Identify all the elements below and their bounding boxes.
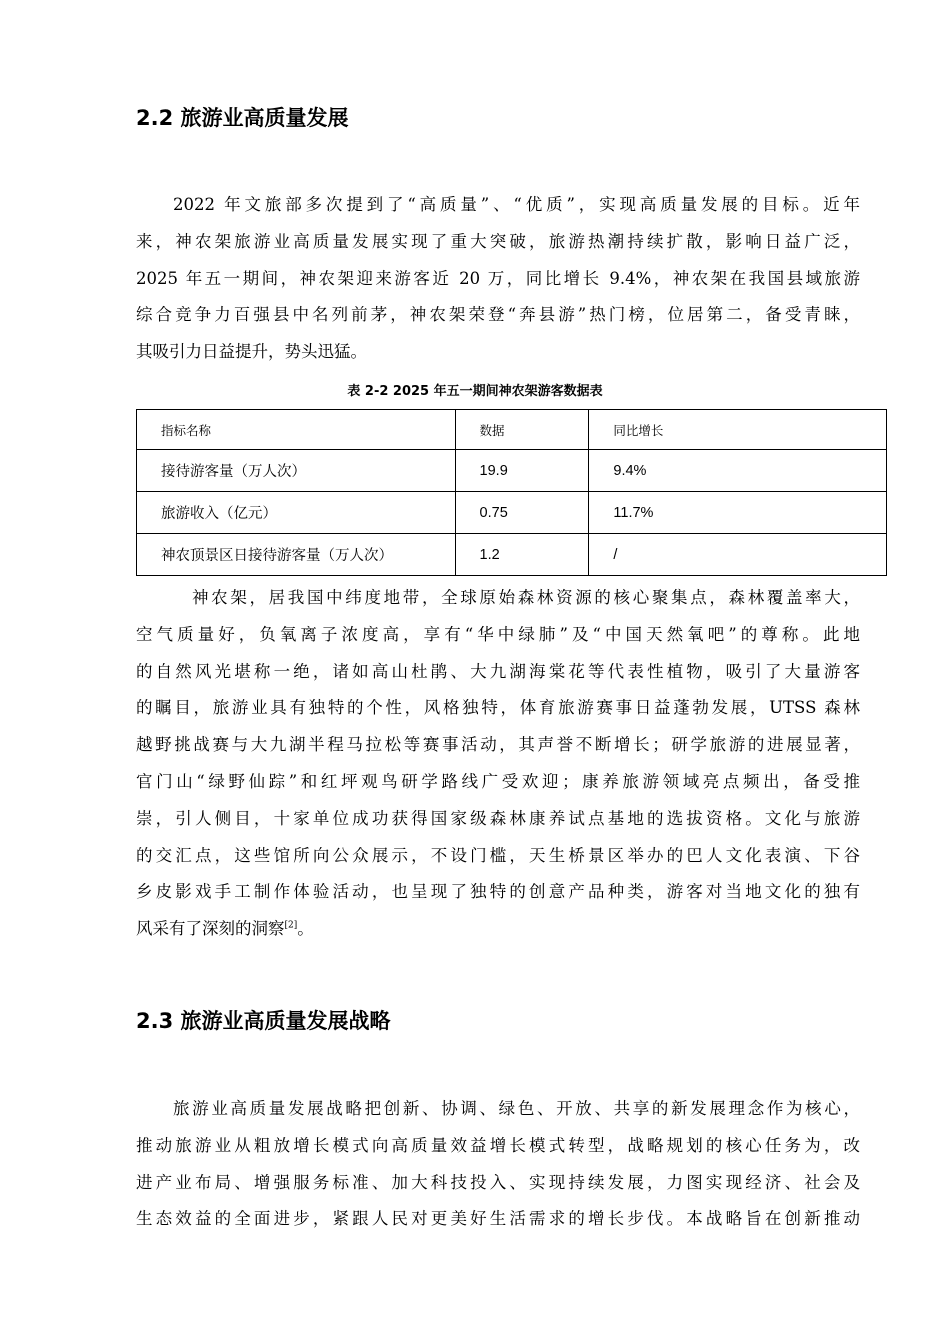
paragraph-line: 综合竞争力百强县中名列前茅，神农架荣登“奔县游”热门榜，位居第二，备受青睐， bbox=[136, 305, 860, 325]
table-row bbox=[137, 534, 887, 576]
paragraph-line: 其吸引力日益提升，势头迅猛。 bbox=[136, 342, 367, 362]
cell-value: 19.9 bbox=[455, 450, 589, 492]
paragraph-line: 空气质量好，负氧离子浓度高，享有“华中绿肺”及“中国天然氧吧”的尊称。此地 bbox=[136, 624, 860, 644]
section-heading-2-2: 2.2 旅游业高质量发展 bbox=[136, 106, 349, 130]
paragraph-line: 崇，引人侧目，十家单位成功获得国家级森林康养试点基地的选拔资格。文化与旅游 bbox=[136, 808, 860, 828]
cell-growth: / bbox=[589, 534, 887, 576]
cell-value: 0.75 bbox=[455, 492, 589, 534]
cell-value: 1.2 bbox=[455, 534, 589, 576]
paragraph-strategy bbox=[136, 1091, 860, 1238]
paragraph-line: 旅游业高质量发展战略把创新、协调、绿色、开放、共享的新发展理念作为核心， bbox=[173, 1099, 860, 1118]
paragraph-text: 风采有了深刻的洞察 bbox=[136, 919, 285, 939]
paragraph-line: 2025 年五一期间，神农架迎来游客近 20 万，同比增长 9.4%，神农架在我国县域旅游 bbox=[136, 268, 860, 288]
paragraph-line: 乡皮影戏手工制作体验活动，也呈现了独特的创意产品种类，游客对当地文化的独有 bbox=[136, 882, 860, 902]
cell-indicator: 旅游收入（亿元） bbox=[137, 492, 456, 534]
paragraph-line: 神农架，居我国中纬度地带，全球原始森林资源的核心聚集点，森林覆盖率大， bbox=[192, 588, 860, 607]
cell-indicator: 接待游客量（万人次） bbox=[137, 450, 456, 492]
paragraph-line: 推动旅游业从粗放增长模式向高质量效益增长模式转型，战略规划的核心任务为，改 bbox=[136, 1135, 860, 1155]
paragraph-line: 的交汇点，这些馆所向公众展示，不设门槛，天生桥景区举办的巴人文化表演、下谷 bbox=[136, 845, 860, 865]
paragraph-last-line bbox=[136, 911, 860, 948]
table-row bbox=[137, 492, 887, 534]
paragraph-intro bbox=[136, 187, 860, 371]
cell-growth: 11.7% bbox=[589, 492, 887, 534]
paragraph-line: 的自然风光堪称一绝，诸如高山杜鹃、大九湖海棠花等代表性植物，吸引了大量游客 bbox=[136, 661, 860, 681]
paragraph-line: 来，神农架旅游业高质量发展实现了重大突破，旅游热潮持续扩散，影响日益广泛， bbox=[136, 231, 860, 251]
table-row bbox=[137, 450, 887, 492]
header-value: 数据 bbox=[455, 410, 589, 450]
paragraph-line: 官门山“绿野仙踪”和红坪观鸟研学路线广受欢迎；康养旅游领域亮点频出，备受推 bbox=[136, 771, 860, 791]
cell-indicator: 神农顶景区日接待游客量（万人次） bbox=[137, 534, 456, 576]
section-heading-2-3: 2.3 旅游业高质量发展战略 bbox=[136, 1009, 391, 1033]
paragraph-end-punctuation: 。 bbox=[297, 919, 314, 939]
header-yoy-growth: 同比增长 bbox=[589, 410, 887, 450]
table-header-row bbox=[137, 410, 887, 450]
paragraph-line: 2022 年文旅部多次提到了“高质量”、“优质”，实现高质量发展的目标。近年 bbox=[173, 195, 860, 214]
paragraph-line: 越野挑战赛与大九湖半程马拉松等赛事活动，其声誉不断增长；研学旅游的进展显著， bbox=[136, 735, 860, 755]
header-indicator: 指标名称 bbox=[137, 410, 456, 450]
citation-reference[interactable]: [2] bbox=[284, 920, 298, 931]
table-caption: 表 2-2 2025 年五一期间神农架游客数据表 bbox=[347, 384, 603, 399]
paragraph-shennongjia bbox=[136, 580, 860, 948]
paragraph-line: 进产业布局、增强服务标准、加大科技投入、实现持续发展，力图实现经济、社会及 bbox=[136, 1172, 860, 1192]
paragraph-line: 生态效益的全面进步，紧跟人民对更美好生活需求的增长步伐。本战略旨在创新推动 bbox=[136, 1209, 860, 1229]
paragraph-line: 的瞩目，旅游业具有独特的个性，风格独特，体育旅游赛事日益蓬勃发展，UTSS 森林 bbox=[136, 698, 860, 718]
cell-growth: 9.4% bbox=[589, 450, 887, 492]
visitor-data-table bbox=[136, 409, 887, 576]
